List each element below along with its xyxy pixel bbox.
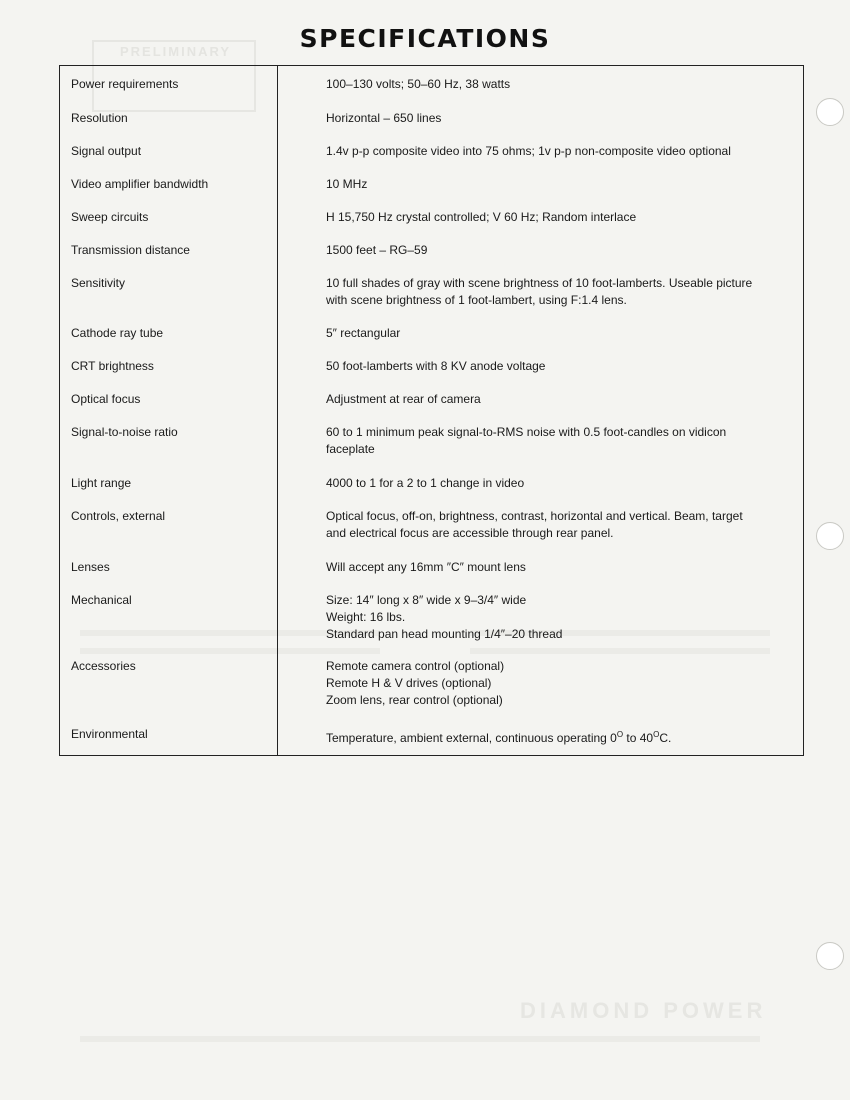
spec-value — [326, 325, 788, 342]
spec-value-line: Standard pan head mounting 1/4″–20 thread — [326, 627, 563, 641]
spec-value — [326, 358, 788, 375]
spec-label: Resolution — [71, 111, 128, 125]
spec-value — [326, 275, 788, 309]
binder-hole-middle — [816, 522, 844, 550]
spec-label: Sensitivity — [71, 276, 126, 290]
spec-value-line: 10 MHz — [326, 177, 368, 191]
spec-value-line: and electrical focus are accessible through rear panel. — [326, 526, 614, 540]
spec-label: Environmental — [71, 727, 148, 741]
spec-value-line: faceplate — [326, 442, 375, 456]
spec-value-line: 60 to 1 minimum peak signal-to-RMS noise with 0.5 foot-candles on vidicon — [326, 425, 727, 439]
spec-value — [326, 508, 788, 542]
spec-value — [326, 592, 788, 643]
spec-label: Accessories — [71, 659, 136, 673]
spec-label: Power requirements — [71, 77, 179, 91]
spec-label: Cathode ray tube — [71, 326, 164, 340]
spec-value-line: with scene brightness of 1 foot-lambert, using F:1.4 lens. — [326, 293, 627, 307]
spec-value — [326, 76, 788, 93]
spec-value-line: 50 foot-lamberts with 8 KV anode voltage — [326, 359, 546, 373]
spec-label: Transmission distance — [71, 243, 190, 257]
spec-value — [326, 559, 788, 576]
ghost-brand-text: DIAMOND POWER — [520, 998, 767, 1023]
column-divider — [277, 66, 278, 755]
page-title: SPECIFICATIONS — [299, 24, 551, 53]
spec-value — [326, 658, 788, 709]
spec-value-line: 1500 feet – RG–59 — [326, 243, 428, 257]
spec-value-line: Size: 14″ long x 8″ wide x 9–3/4″ wide — [326, 593, 527, 607]
spec-value: Temperature, ambient external, continuous operating $0^O$ to $40^OC$. — [326, 730, 672, 745]
spec-value — [326, 209, 788, 226]
binder-hole-bottom — [816, 942, 844, 970]
spec-value — [326, 475, 788, 492]
spec-value-line: 100–130 volts; 50–60 Hz, 38 watts — [326, 77, 511, 91]
spec-value — [326, 110, 788, 127]
spec-value — [326, 143, 788, 160]
spec-value-line: Weight: 16 lbs. — [326, 610, 406, 624]
spec-label: Mechanical — [71, 593, 132, 607]
spec-label: Controls, external — [71, 509, 166, 523]
binder-hole-top — [816, 98, 844, 126]
ghost-text-line — [80, 1036, 760, 1042]
spec-value-line: 4000 to 1 for a 2 to 1 change in video — [326, 476, 525, 490]
ghost-preliminary-text: PRELIMINARY — [120, 44, 232, 59]
spec-value-line: Remote H & V drives (optional) — [326, 676, 492, 690]
specifications-table — [59, 65, 804, 756]
spec-value-line: Remote camera control (optional) — [326, 659, 505, 673]
spec-value — [326, 391, 788, 408]
spec-label: Light range — [71, 476, 132, 490]
spec-value-line: Horizontal – 650 lines — [326, 111, 442, 125]
spec-label: Lenses — [71, 560, 110, 574]
spec-value — [326, 424, 788, 458]
spec-value-line: 5″ rectangular — [326, 326, 401, 340]
spec-label: CRT brightness — [71, 359, 154, 373]
spec-value-line: H 15,750 Hz crystal controlled; V 60 Hz; Random interlace — [326, 210, 637, 224]
spec-value — [326, 176, 788, 193]
spec-value-line: Zoom lens, rear control (optional) — [326, 693, 503, 707]
spec-label: Optical focus — [71, 392, 141, 406]
spec-label: Signal output — [71, 144, 142, 158]
spec-value-line: Will accept any 16mm ″C″ mount lens — [326, 560, 526, 574]
spec-value-line: 10 full shades of gray with scene brightness of 10 foot-lamberts. Useable picture — [326, 276, 753, 290]
spec-value-line: Optical focus, off-on, brightness, contrast, horizontal and vertical. Beam, target — [326, 509, 743, 523]
spec-value-line: 1.4v p-p composite video into 75 ohms; 1v p-p non-composite video optional — [326, 144, 731, 158]
spec-label: Signal-to-noise ratio — [71, 425, 178, 439]
spec-value-line: Adjustment at rear of camera — [326, 392, 481, 406]
spec-label: Video amplifier bandwidth — [71, 177, 209, 191]
spec-label: Sweep circuits — [71, 210, 149, 224]
spec-value — [326, 242, 788, 259]
